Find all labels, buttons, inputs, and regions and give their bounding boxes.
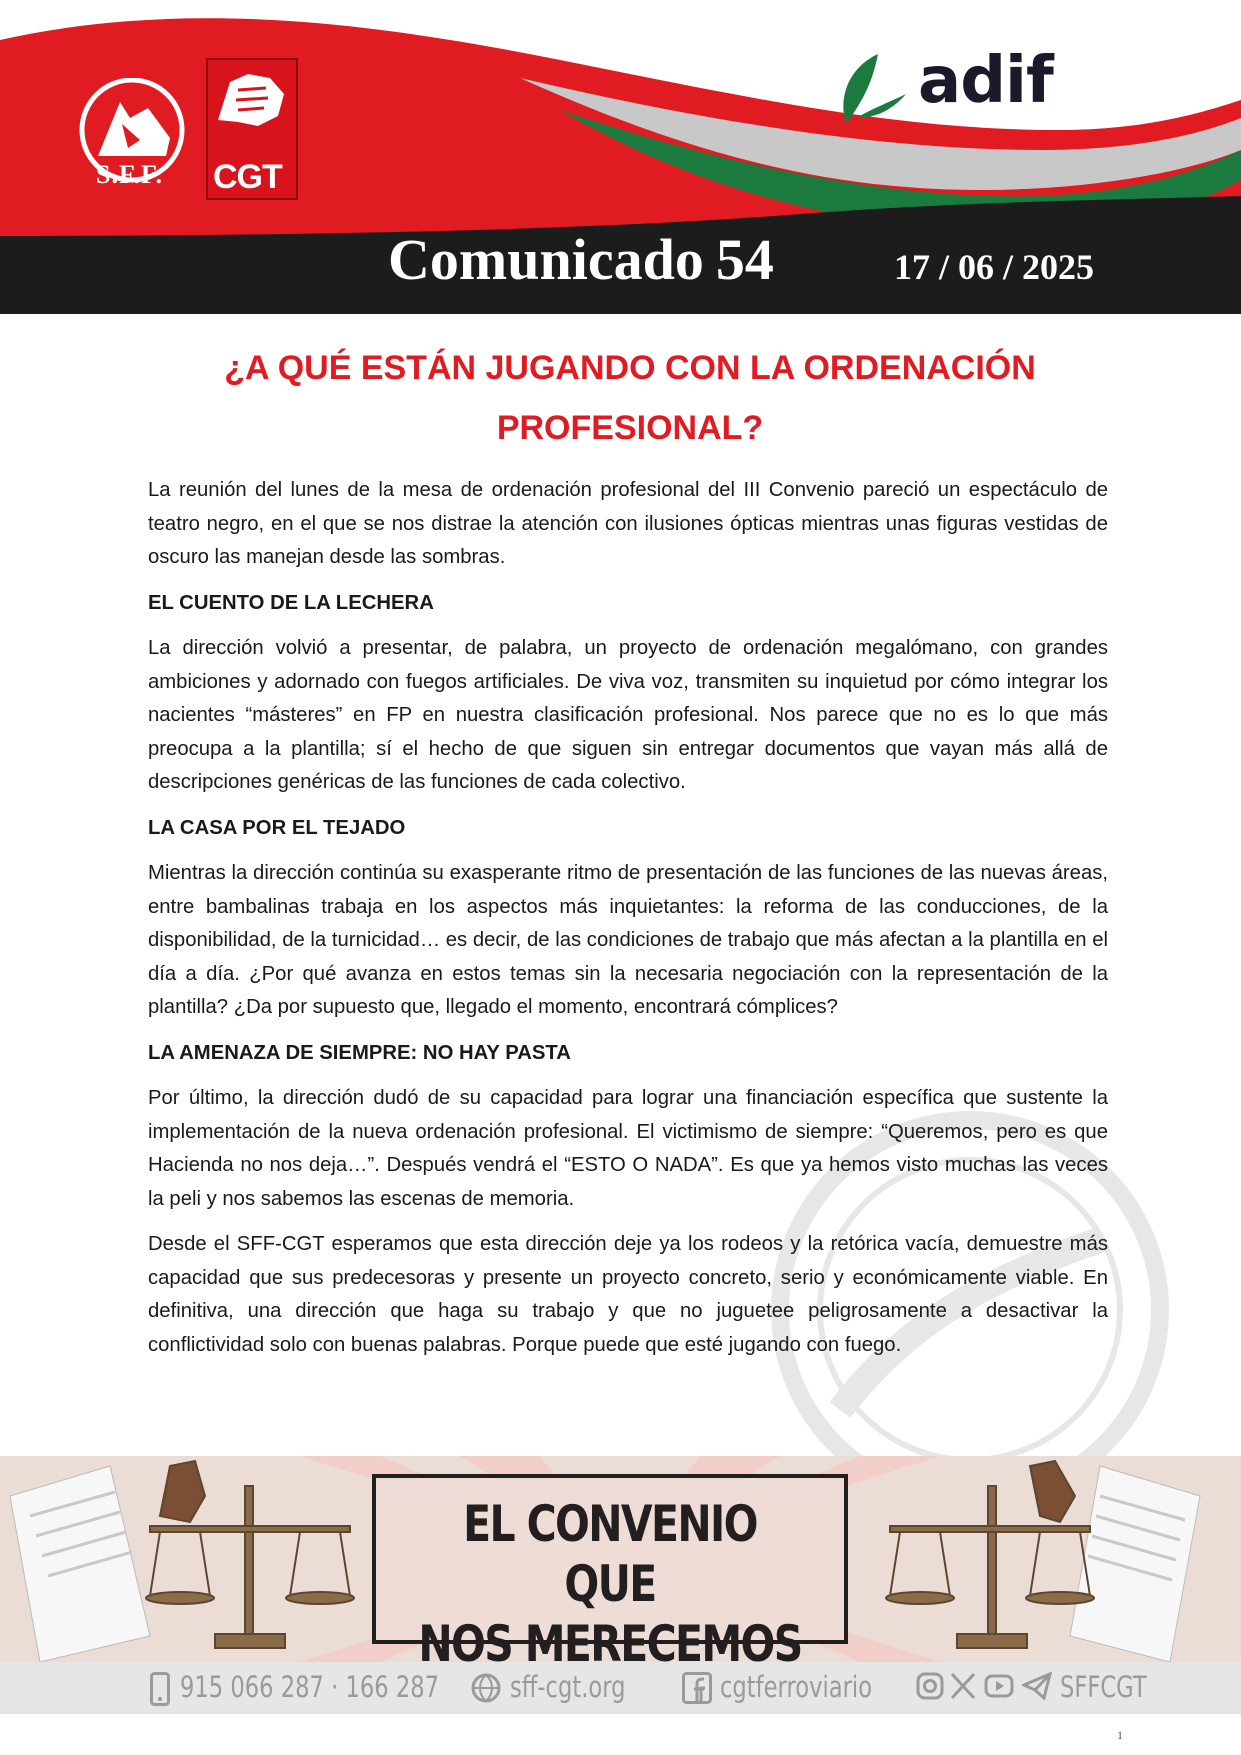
article-title <box>140 338 1120 458</box>
article-title-line1: ¿A QUÉ ESTÁN JUGANDO CON LA ORDENACIÓN <box>224 349 1036 387</box>
footer-social-handle[interactable]: SFFCGT <box>1060 1670 1147 1704</box>
section-paragraph-pasta: Por último, la dirección dudó de su capacidad para lograr una financiación específica que sustente la implementación de la nueva ordenación profesional. El victimismo de siempre: “Queremos, pero es que Hacienda no nos deja…”. Después vendrá el “ESTO O NADA”. Es que ya hemos visto muchas las veces la peli y nos sabemos las escenas de memoria. <box>148 1087 1108 1210</box>
contact-footer <box>0 1662 1241 1714</box>
globe-icon <box>470 1672 502 1704</box>
document-header <box>0 0 1241 314</box>
banner-slogan <box>415 1494 805 1662</box>
page-number: 1 <box>1117 1728 1123 1742</box>
comunicado-title <box>388 226 774 293</box>
footer-phone: 915 066 287 · 166 287 <box>180 1670 440 1704</box>
footer-facebook[interactable]: cgtferroviario <box>720 1670 873 1704</box>
article-title-line2: PROFESIONAL? <box>496 409 764 447</box>
convenio-banner <box>0 1456 1241 1662</box>
instagram-icon <box>916 1672 944 1700</box>
section-heading-tejado: LA CASA POR EL TEJADO <box>148 816 406 839</box>
telegram-icon <box>1022 1672 1052 1700</box>
intro-paragraph: La reunión del lunes de la mesa de ordenación profesional del III Convenio pareció un espectáculo de teatro negro, en el que se nos distrae la atención con ilusiones ópticas mientras unas figuras vestidas de oscuro las manejan desde las sombras. <box>148 479 1108 568</box>
cgt-logo-text: CGT <box>213 158 282 196</box>
section-paragraph-lechera: La dirección volvió a presentar, de palabra, un proyecto de ordenación megalómano, con grandes ambiciones y adornado con fuegos artificiales. De viva voz, transmiten su inquietud por cómo integrar los nacientes “másteres” en FP en nuestra clasificación profesional. Nos parece que no es lo que más preocupa a la plantilla; sí el hecho de que siguen sin entregar documentos que vayan más allá de descripciones genéricas de las funciones de cada colectivo. <box>148 637 1108 793</box>
youtube-icon <box>984 1672 1014 1700</box>
adif-leaf-icon <box>828 48 912 132</box>
sff-logo-text: S.F.F. <box>96 160 163 189</box>
comunicado-number: 54 <box>715 227 774 292</box>
article-body <box>148 474 1108 1374</box>
closing-paragraph: Desde el SFF-CGT esperamos que esta dirección deje ya los rodeos y la retórica vacía, demuestre más capacidad que sus predecesoras y presente un proyecto concreto, serio y económicamente viable. En definitiva, una dirección que haga su trabajo y que no juguetee peligrosamente a desactivar la conflictividad solo con buenas palabras. Porque puede que esté jugando con fuego. <box>148 1233 1108 1356</box>
section-paragraph-tejado: Mientras la dirección continúa su exasperante ritmo de presentación de las funciones de las nuevas áreas, entre bambalinas trabaja en los aspectos más inquietantes: la reforma de las conducciones, de la disponibilidad, de la turnicidad… es decir, de las condiciones de trabajo que más afectan a la plantilla en el día a día. ¿Por qué avanza en estos temas sin la necesaria negociación con la representación de la plantilla? ¿Da por supuesto que, llegado el momento, encontrará cómplices? <box>148 862 1108 1018</box>
section-heading-pasta: LA AMENAZA DE SIEMPRE: NO HAY PASTA <box>148 1041 571 1064</box>
facebook-icon <box>682 1672 712 1704</box>
footer-website[interactable]: sff-cgt.org <box>510 1670 626 1704</box>
section-heading-lechera: EL CUENTO DE LA LECHERA <box>148 591 434 614</box>
comunicado-date: 17 / 06 / 2025 <box>894 247 1095 287</box>
comunicado-label: Comunicado <box>388 227 704 292</box>
banner-slogan-line2: NOS MERECEMOS <box>418 1615 802 1662</box>
adif-logo-text: adif <box>918 44 1053 118</box>
fist-icon <box>208 60 296 150</box>
x-icon <box>950 1672 976 1700</box>
banner-slogan-line1: EL CONVENIO QUE <box>463 1495 757 1613</box>
phone-icon <box>150 1672 170 1706</box>
